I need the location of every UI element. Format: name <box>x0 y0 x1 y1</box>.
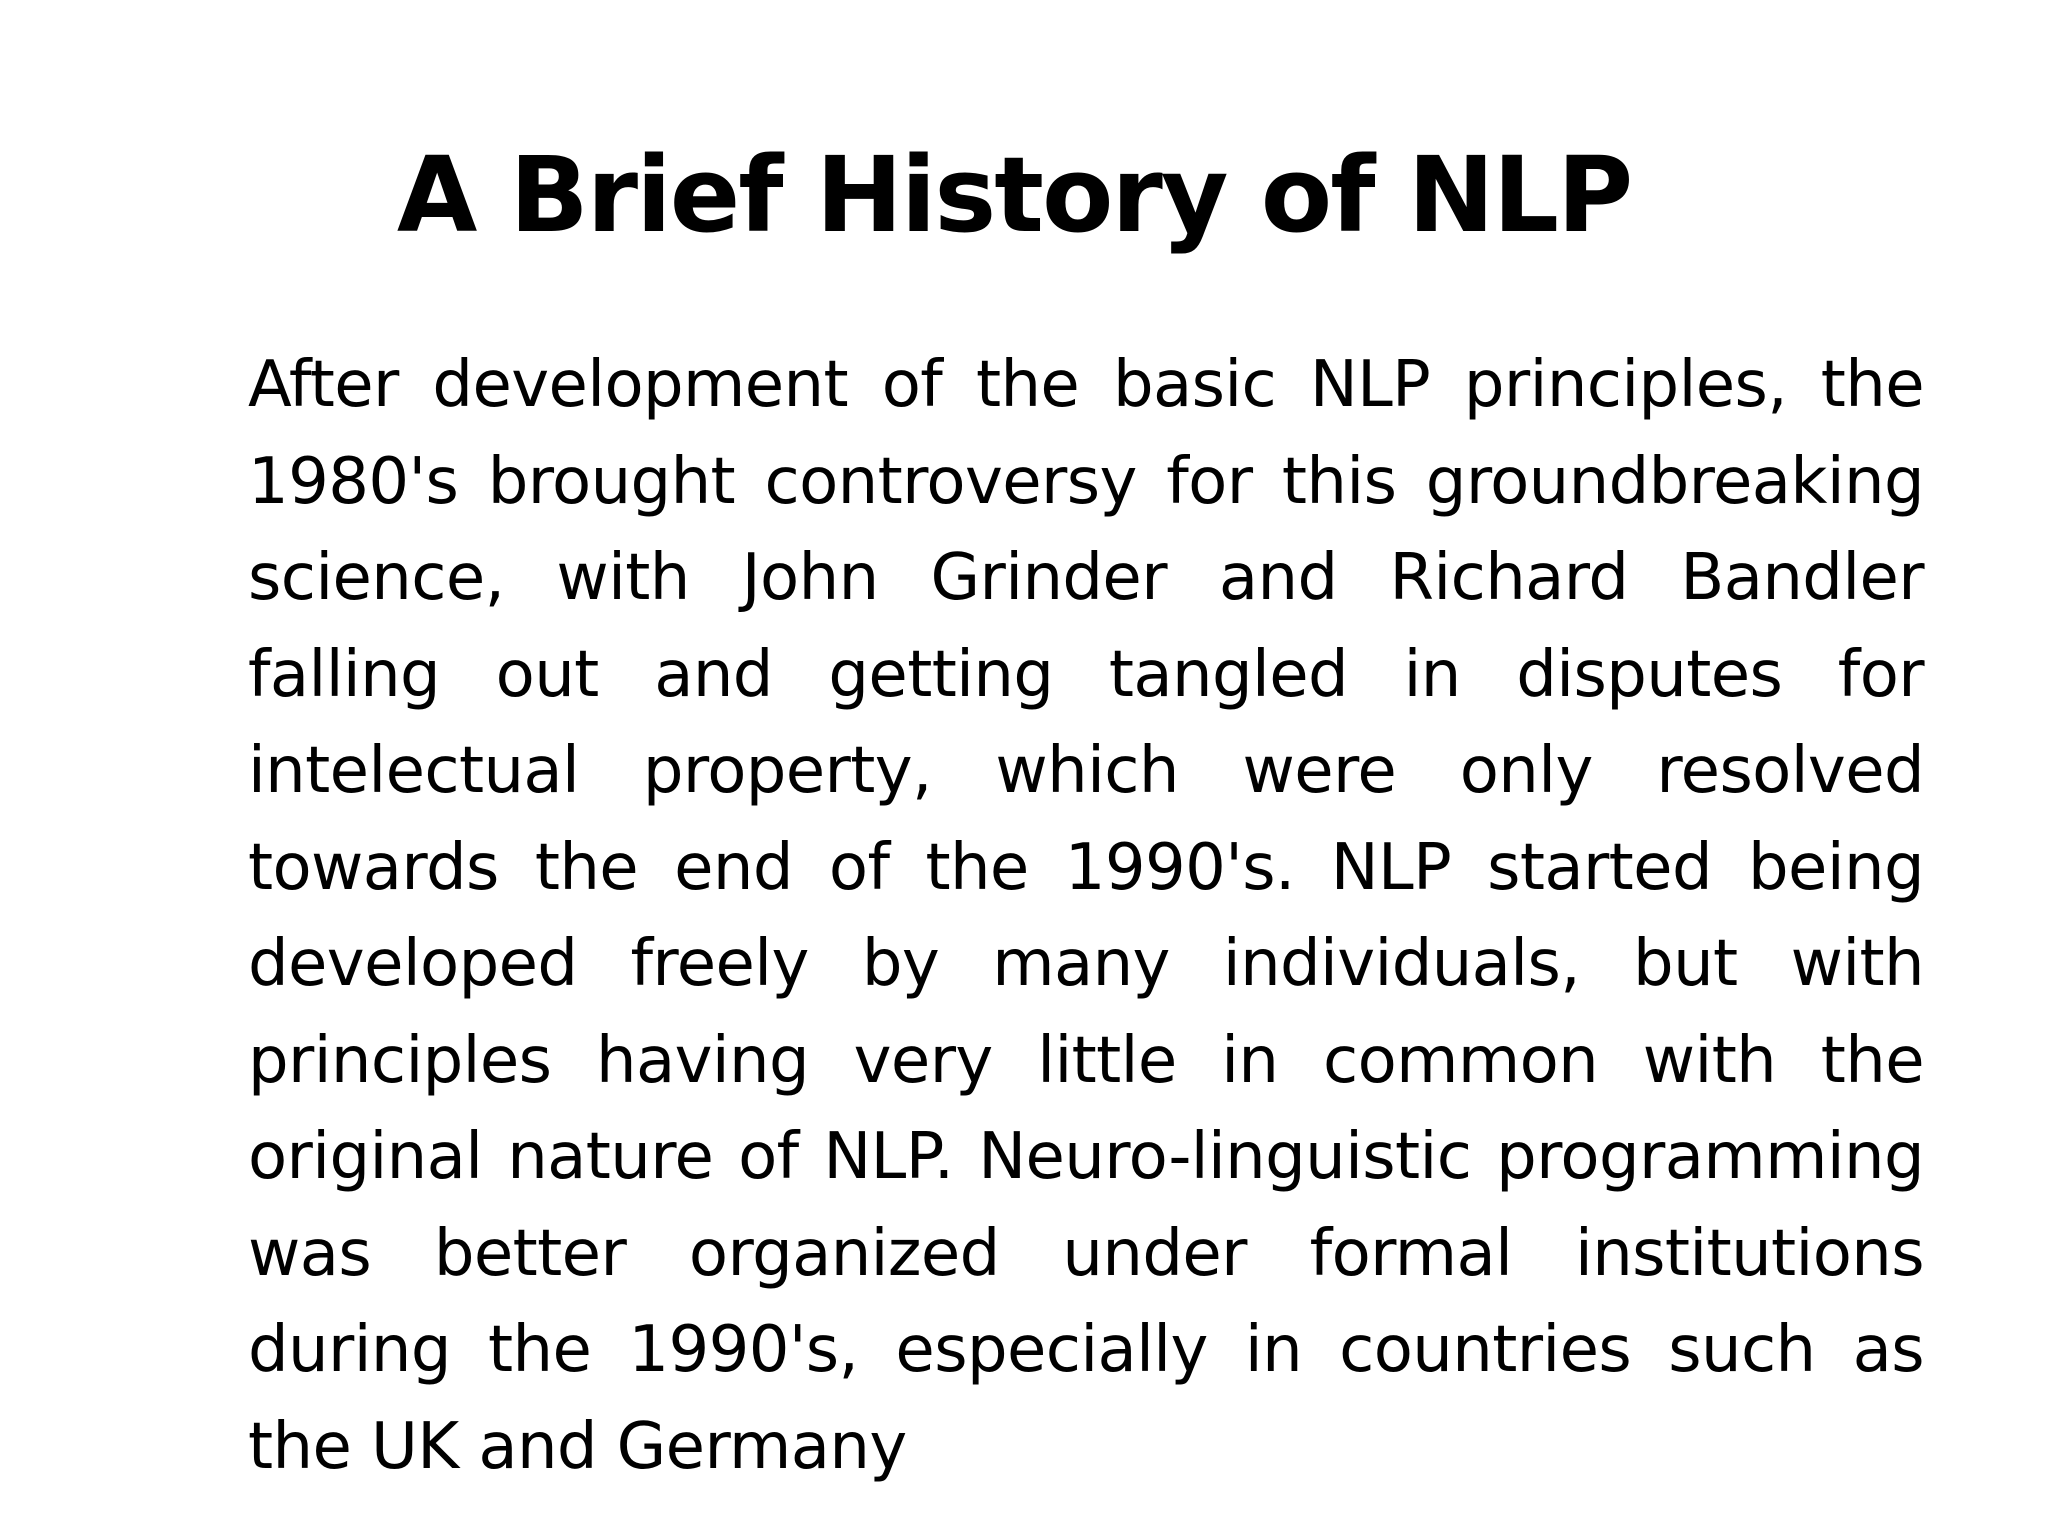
slide-title: A Brief History of NLP <box>396 134 1632 256</box>
slide-body-text: After development of the basic NLP principles, the 1980's brought controversy for this groundbreaking science, with John Grinder and Richard Bandler falling out and getting tangled in disputes for intelectual property, which were only resolved towards the end of the 1990's. NLP started being developed freely by many individuals, but with principles having very little in common with the original nature of NLP. Neuro-linguistic programming was better organized under formal institutions during the 1990's, especially in countries such as the UK and Germany <box>248 348 1924 1484</box>
